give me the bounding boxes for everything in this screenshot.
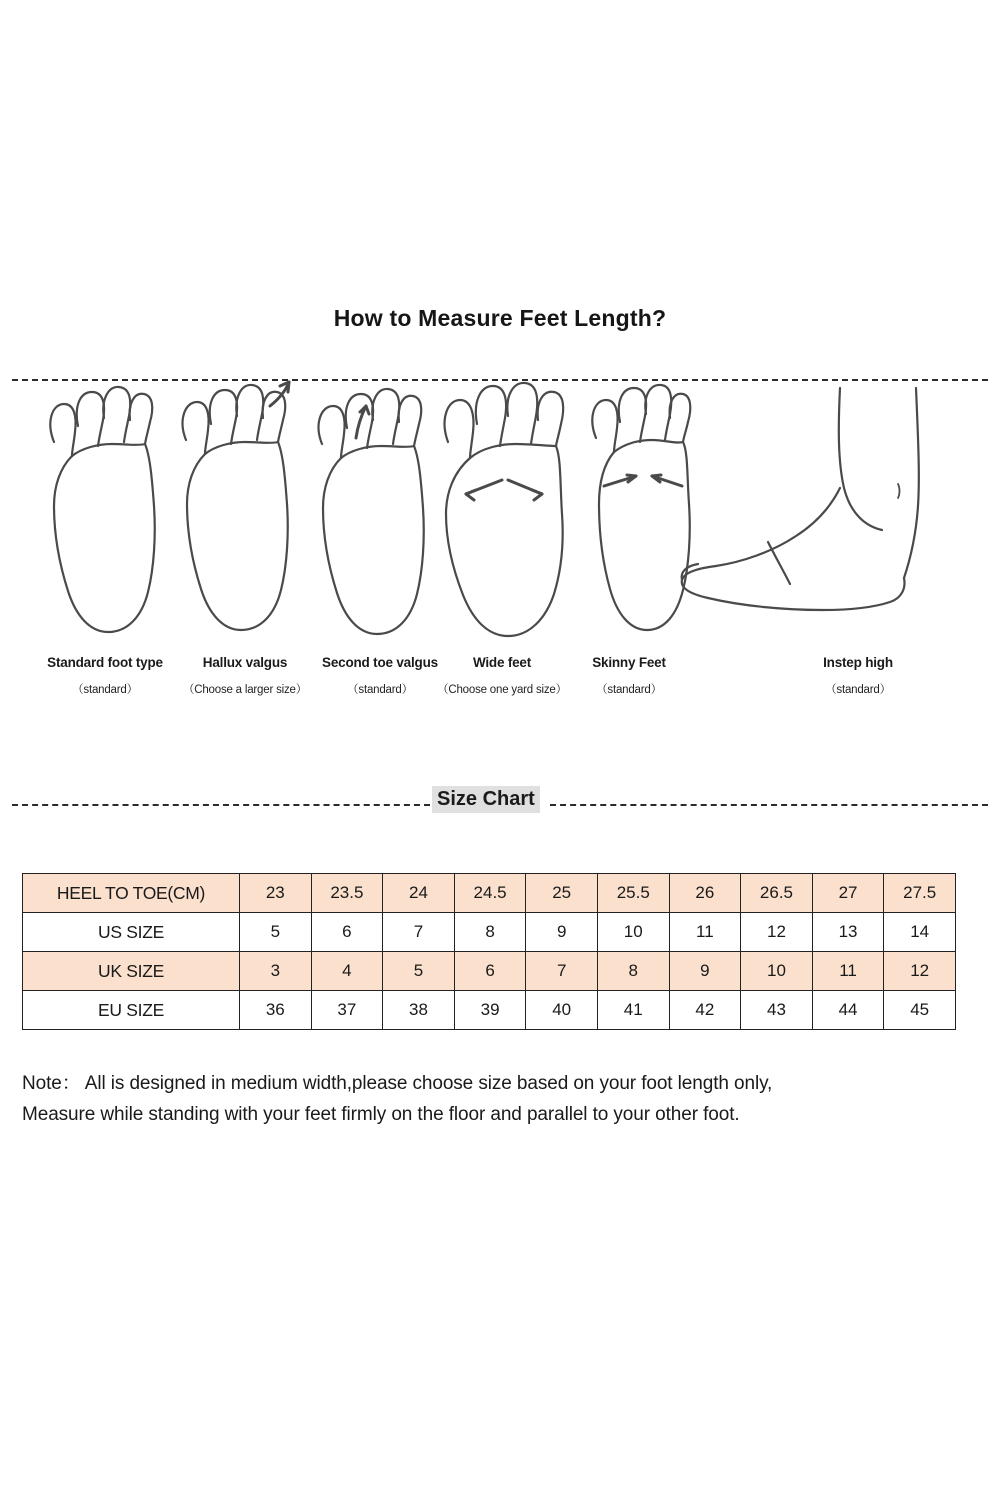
table-cell: 9 [526, 913, 598, 952]
foot-second-toe-valgus-icon [300, 376, 450, 661]
table-cell: 23 [240, 874, 312, 913]
table-cell: 25 [526, 874, 598, 913]
foot-type-name: Hallux valgus [202, 655, 288, 670]
table-cell: 24 [383, 874, 455, 913]
foot-type-caption-4 [553, 655, 705, 697]
table-cell: 40 [526, 991, 598, 1030]
table-cell: 7 [383, 913, 455, 952]
table-cell: 44 [812, 991, 884, 1030]
row-label: UK SIZE [23, 952, 240, 991]
foot-type-name: Instep high [823, 655, 893, 670]
size-chart-label: Size Chart [432, 786, 540, 813]
size-chart-divider [0, 786, 1000, 822]
foot-type-name: Second toe valgus [322, 655, 438, 670]
table-cell: 10 [597, 913, 669, 952]
table-cell: 24.5 [454, 874, 526, 913]
foot-illustrations [0, 376, 1000, 666]
foot-type-name: Standard foot type [47, 655, 163, 670]
table-cell: 3 [240, 952, 312, 991]
table-row [23, 991, 956, 1030]
table-row [23, 874, 956, 913]
table-cell: 42 [669, 991, 741, 1030]
table-cell: 7 [526, 952, 598, 991]
table-cell: 41 [597, 991, 669, 1030]
table-cell: 8 [454, 913, 526, 952]
foot-standard-icon [30, 376, 170, 661]
table-cell: 5 [383, 952, 455, 991]
foot-type-name: Skinny Feet [592, 655, 666, 670]
table-cell: 26 [669, 874, 741, 913]
table-row [23, 952, 956, 991]
table-cell: 12 [741, 913, 813, 952]
size-note-line-1: Note： All is designed in medium width,please choose size based on your foot length only, [22, 1073, 773, 1094]
foot-type-captions [0, 655, 1000, 715]
table-cell: 6 [311, 913, 383, 952]
size-chart-table [22, 873, 956, 1030]
table-cell: 23.5 [311, 874, 383, 913]
row-label: HEEL TO TOE(CM) [23, 874, 240, 913]
foot-type-note: （Choose one yard size） [437, 684, 567, 696]
table-cell: 45 [884, 991, 956, 1030]
foot-type-note: （standard） [72, 684, 138, 696]
table-cell: 5 [240, 913, 312, 952]
size-note-line-2: Measure while standing with your feet firmly on the floor and parallel to your other foot. [22, 1104, 740, 1125]
foot-type-note: （standard） [596, 684, 662, 696]
table-cell: 37 [311, 991, 383, 1030]
table-cell: 36 [240, 991, 312, 1030]
table-cell: 25.5 [597, 874, 669, 913]
table-cell: 11 [812, 952, 884, 991]
foot-type-note: （standard） [347, 684, 413, 696]
divider-dash-left [12, 804, 430, 806]
table-cell: 13 [812, 913, 884, 952]
table-row [23, 913, 956, 952]
row-label: EU SIZE [23, 991, 240, 1030]
foot-type-note: （Choose a larger size） [182, 684, 308, 696]
table-cell: 11 [669, 913, 741, 952]
table-cell: 12 [884, 952, 956, 991]
foot-wide-icon [430, 376, 590, 661]
table-cell: 4 [311, 952, 383, 991]
row-label: US SIZE [23, 913, 240, 952]
size-note [22, 1068, 980, 1130]
table-cell: 9 [669, 952, 741, 991]
foot-type-caption-5 [768, 655, 948, 697]
divider-dash-right [550, 804, 988, 806]
table-cell: 14 [884, 913, 956, 952]
foot-type-name: Wide feet [472, 655, 532, 670]
table-cell: 10 [741, 952, 813, 991]
table-cell: 39 [454, 991, 526, 1030]
table-cell: 43 [741, 991, 813, 1030]
foot-instep-high-icon [672, 376, 972, 661]
table-cell: 38 [383, 991, 455, 1030]
page-title: How to Measure Feet Length? [333, 305, 667, 331]
table-cell: 27.5 [884, 874, 956, 913]
foot-type-note: （standard） [825, 684, 891, 696]
table-cell: 27 [812, 874, 884, 913]
table-cell: 26.5 [741, 874, 813, 913]
table-cell: 8 [597, 952, 669, 991]
table-cell: 6 [454, 952, 526, 991]
